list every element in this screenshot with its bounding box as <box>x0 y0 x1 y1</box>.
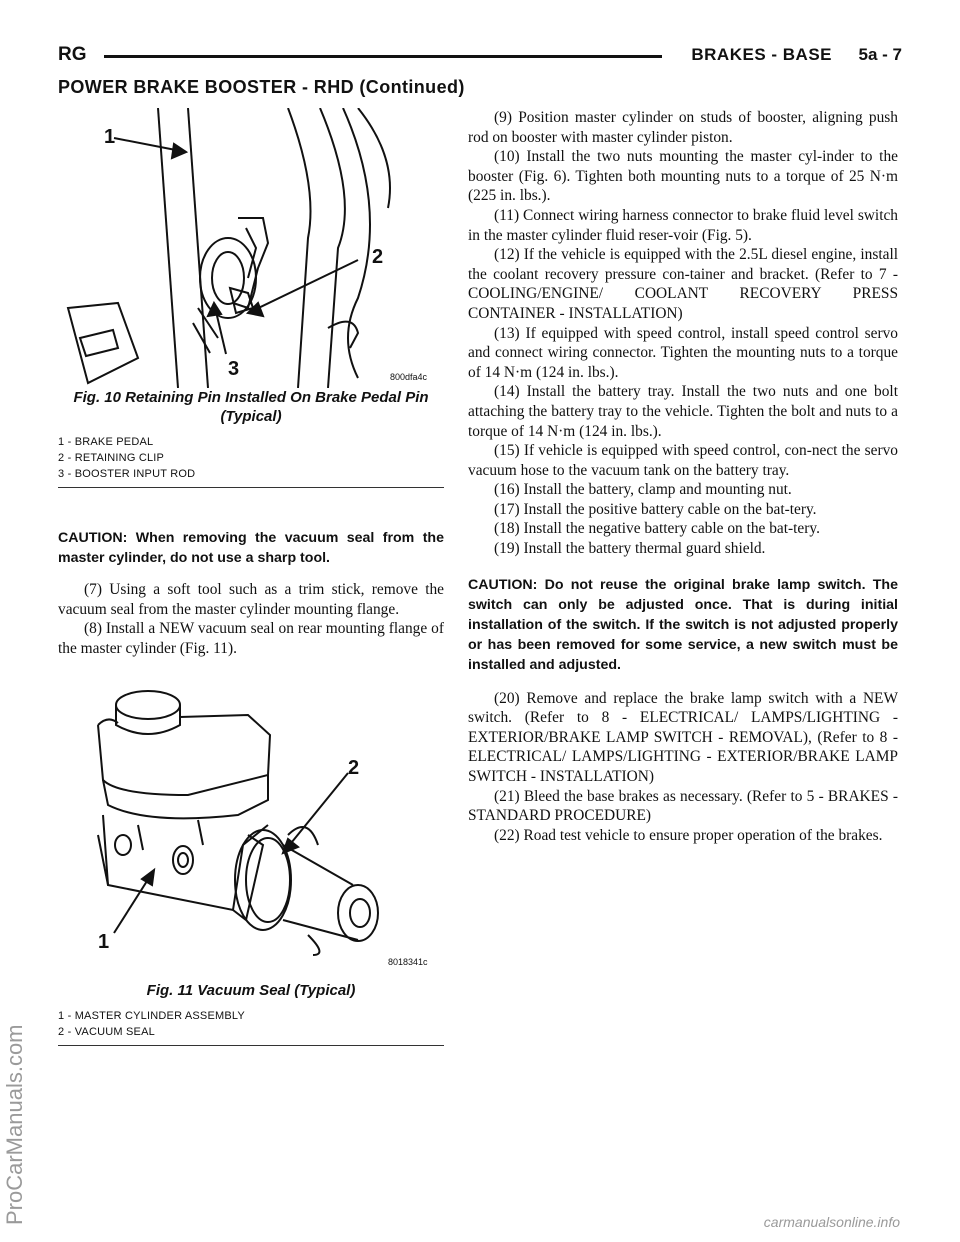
brake-pedal-drawing <box>58 108 444 388</box>
step-8: (8) Install a NEW vacuum seal on rear mounting flange of the master cylinder (Fig. 11). <box>58 620 444 657</box>
fig10-callout-1: 1 <box>104 126 116 148</box>
watermark: ProCarManuals.com <box>2 1024 27 1225</box>
step-12: (12) If the vehicle is equipped with the 2.5L diesel engine, install the coolant recovery pressure con-tainer and bracket. (Refer to 7 - COOLING/ENGINE/ COOLANT RECOVERY PRESS CONTAINER - INSTALLATION) <box>468 246 898 322</box>
caution-vacuum-seal: CAUTION: When removing the vacuum seal from the master cylinder, do not use a sharp tool. <box>58 530 444 566</box>
footer-site: carmanualsonline.info <box>763 1214 900 1230</box>
fig11-callout-1: 1 <box>98 931 110 953</box>
step-21: (21) Bleed the base brakes as necessary. (Refer to 5 - BRAKES - STANDARD PROCEDURE) <box>468 787 898 825</box>
step-19: (19) Install the battery thermal guard shield. <box>494 540 766 558</box>
header-section: BRAKES - BASE <box>691 45 832 64</box>
fig10-callout-3: 3 <box>228 358 240 380</box>
right-text-column <box>468 108 898 845</box>
fig10-legend <box>58 434 444 482</box>
fig11-legend-item: 1 - MASTER CYLINDER ASSEMBLY <box>58 1010 245 1022</box>
fig11-illustration <box>58 685 444 975</box>
master-cylinder-drawing <box>58 685 444 975</box>
caution-brake-lamp-switch: CAUTION: Do not reuse the original brake lamp switch. The switch can only be adjusted once. That is during initial installation of the switch. If the switch is not adjusted properly or has been removed for some service, a new switch must be installed and adjusted. <box>468 576 898 673</box>
page-title: POWER BRAKE BOOSTER - RHD (Continued) <box>58 77 465 97</box>
fig11-rule <box>58 1045 444 1046</box>
fig11-code: 8018341c <box>388 957 428 967</box>
fig10-legend-item: 2 - RETAINING CLIP <box>58 452 165 464</box>
header-page-number: 5a - 7 <box>858 45 902 64</box>
step-13: (13) If equipped with speed control, install speed control servo and connect wiring connector. Tighten the mounting nuts to a torque of 14 N·m (124 in. lbs.). <box>468 324 898 381</box>
step-18: (18) Install the negative battery cable on the bat-tery. <box>494 520 820 538</box>
left-text-column <box>58 528 444 658</box>
step-14: (14) Install the battery tray. Install the two nuts and one bolt attaching the battery tray to the vehicle. Tighten the bolt and nuts to a torque of 14 N·m (124 in. lbs.). <box>468 383 898 440</box>
step-10: (10) Install the two nuts mounting the master cyl-inder to the booster (Fig. 6). Tighten both mounting nuts to a torque of 25 N·m (225 in. lbs.). <box>468 148 898 205</box>
header-left-code: RG <box>58 44 87 65</box>
fig11-legend-item: 2 - VACUUM SEAL <box>58 1026 155 1038</box>
step-7: (7) Using a soft tool such as a trim stick, remove the vacuum seal from the master cylinder mounting flange. <box>58 581 444 618</box>
step-22: (22) Road test vehicle to ensure proper operation of the brakes. <box>494 826 883 844</box>
fig11-caption: Fig. 11 Vacuum Seal (Typical) <box>146 982 356 999</box>
fig11-legend <box>58 1008 444 1040</box>
fig10-callout-2: 2 <box>372 246 384 268</box>
fig10-caption-block <box>58 388 444 488</box>
step-11: (11) Connect wiring harness connector to brake fluid level switch in the master cylinder fluid reser-voir (Fig. 5). <box>468 206 898 244</box>
fig10-caption-line1: Fig. 10 Retaining Pin Installed On Brake Pedal Pin <box>73 389 429 406</box>
step-20: (20) Remove and replace the brake lamp switch with a NEW switch. (Refer to 8 - ELECTRICAL/ LAMPS/LIGHTING - EXTERIOR/BRAKE LAMP SWITCH - REMOVAL), (Refer to 8 - ELECTRICAL/ LAMPS/LIGHTING - EXTERIOR/BRAKE LAMP SWITCH - INSTALLATION) <box>468 689 898 786</box>
step-15: (15) If vehicle is equipped with speed control, con-nect the servo vacuum hose to the vacuum tank on the battery tray. <box>468 442 898 479</box>
step-16: (16) Install the battery, clamp and mounting nut. <box>494 481 792 499</box>
fig11-caption-block <box>58 981 444 1046</box>
page-header <box>58 44 902 70</box>
fig10-legend-item: 1 - BRAKE PEDAL <box>58 436 154 448</box>
step-17: (17) Install the positive battery cable on the bat-tery. <box>494 500 817 518</box>
step-9: (9) Position master cylinder on studs of booster, aligning push rod on booster with master cylinder piston. <box>468 109 898 146</box>
header-rule <box>104 55 662 58</box>
fig10-caption-line2: (Typical) <box>220 408 282 425</box>
fig10-illustration <box>58 108 444 388</box>
fig10-code: 800dfa4c <box>390 372 428 382</box>
fig10-rule <box>58 487 444 488</box>
fig10-legend-item: 3 - BOOSTER INPUT ROD <box>58 468 196 480</box>
fig11-callout-2: 2 <box>348 757 360 779</box>
